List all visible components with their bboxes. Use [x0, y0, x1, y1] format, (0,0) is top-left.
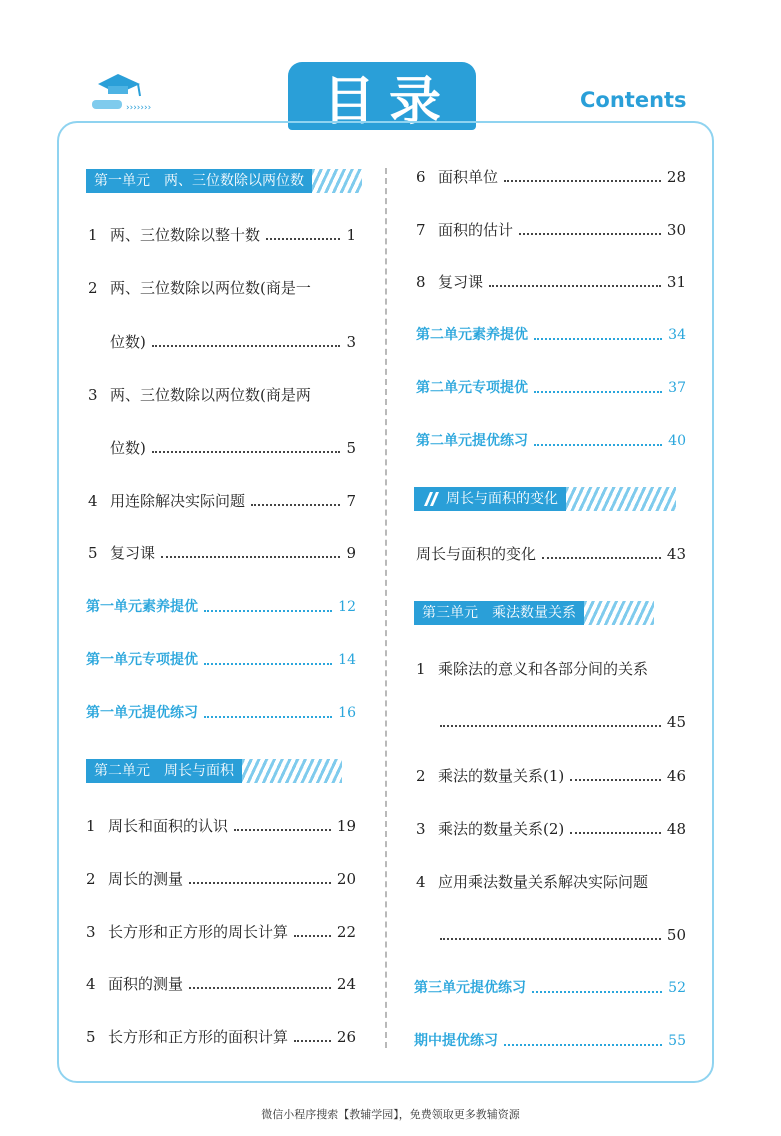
item-title: 应用乘法数量关系解决实际问题	[438, 873, 649, 891]
toc-item[interactable]	[416, 221, 686, 239]
title-badge	[288, 62, 476, 130]
item-number: 7	[416, 221, 426, 239]
toc-item[interactable]	[88, 544, 356, 562]
leader-dots	[440, 725, 661, 727]
leader-dots	[152, 345, 341, 347]
item-title: 位数)	[110, 333, 146, 351]
item-title: 第二单元提优练习	[416, 433, 528, 449]
item-number: 5	[86, 1028, 96, 1046]
unit1-banner	[86, 169, 362, 193]
toc-item[interactable]	[416, 273, 686, 291]
toc-item[interactable]	[416, 820, 686, 838]
item-number: 8	[416, 273, 426, 291]
topic-stripes-icon	[422, 491, 440, 507]
leader-dots	[534, 391, 662, 393]
item-page: 26	[336, 1028, 356, 1046]
item-title: 周长与面积的变化	[416, 545, 537, 563]
item-page: 45	[666, 713, 686, 731]
toc-item[interactable]	[416, 168, 686, 186]
leader-dots	[251, 504, 340, 506]
item-page: 52	[668, 980, 686, 996]
toc-extra-item[interactable]	[86, 598, 356, 616]
toc-item[interactable]	[88, 333, 356, 351]
leader-dots	[161, 556, 340, 558]
toc-item[interactable]	[416, 873, 686, 891]
banner-hatch	[242, 759, 342, 783]
item-page: 12	[338, 599, 356, 615]
item-number: 6	[416, 168, 426, 186]
leader-dots	[204, 610, 332, 612]
item-title: 周长的测量	[108, 870, 184, 888]
page-title: 目录	[322, 71, 455, 132]
item-title: 用连除解决实际问题	[110, 492, 246, 510]
banner-hatch	[566, 487, 676, 511]
toc-item[interactable]	[86, 870, 356, 888]
toc-extra-item[interactable]	[414, 979, 686, 997]
leader-dots	[504, 180, 661, 182]
leader-dots	[534, 338, 662, 340]
toc-item[interactable]	[88, 386, 356, 404]
item-title: 面积的测量	[108, 975, 184, 993]
item-title: 第一单元提优练习	[86, 705, 198, 721]
leader-dots	[489, 285, 661, 287]
item-page: 40	[668, 433, 686, 449]
item-title: 两、三位数除以两位数(商是两	[110, 386, 311, 404]
toc-extra-item[interactable]	[86, 651, 356, 669]
item-number: 2	[416, 767, 426, 785]
item-title: 乘除法的意义和各部分间的关系	[438, 660, 649, 678]
item-page: 7	[346, 492, 356, 510]
item-page: 31	[666, 273, 686, 291]
unit3-banner	[414, 601, 654, 625]
item-title: 期中提优练习	[414, 1033, 498, 1049]
toc-extra-item[interactable]	[416, 432, 686, 450]
graduation-cap-icon	[88, 70, 168, 120]
item-title: 复习课	[438, 273, 484, 291]
item-title: 周长和面积的认识	[108, 817, 229, 835]
item-page: 14	[338, 652, 356, 668]
toc-extra-item[interactable]	[86, 704, 356, 722]
item-page: 37	[668, 380, 686, 396]
item-title: 第二单元专项提优	[416, 380, 528, 396]
item-page: 9	[346, 544, 356, 562]
item-number: 1	[88, 226, 98, 244]
unit1-banner-label: 第一单元 两、三位数除以两位数	[86, 169, 312, 193]
leader-dots	[570, 779, 661, 781]
toc-item[interactable]	[86, 923, 356, 941]
item-number: 3	[416, 820, 426, 838]
svg-text:›››››››: ›››››››	[126, 103, 152, 113]
item-page: 55	[668, 1033, 686, 1049]
item-page: 24	[336, 975, 356, 993]
item-page: 46	[666, 767, 686, 785]
leader-dots	[294, 935, 331, 937]
item-page: 30	[666, 221, 686, 239]
item-page: 22	[336, 923, 356, 941]
toc-extra-item[interactable]	[416, 379, 686, 397]
item-page: 50	[666, 926, 686, 944]
unit2-banner-label: 第二单元 周长与面积	[86, 759, 242, 783]
item-title: 面积单位	[438, 168, 499, 186]
item-title: 乘法的数量关系(1)	[438, 767, 565, 785]
item-title: 长方形和正方形的面积计算	[108, 1028, 289, 1046]
item-title: 第一单元素养提优	[86, 599, 198, 615]
item-title: 第一单元专项提优	[86, 652, 198, 668]
item-title: 乘法的数量关系(2)	[438, 820, 565, 838]
toc-item[interactable]	[416, 767, 686, 785]
item-number: 1	[416, 660, 426, 678]
item-title: 第二单元素养提优	[416, 327, 528, 343]
toc-item[interactable]	[416, 660, 686, 678]
item-page: 43	[666, 545, 686, 563]
item-page: 5	[346, 439, 356, 457]
leader-dots	[189, 882, 331, 884]
leader-dots	[204, 663, 332, 665]
leader-dots	[204, 716, 332, 718]
item-number: 3	[86, 923, 96, 941]
topic-banner-box	[414, 487, 566, 511]
leader-dots	[542, 557, 661, 559]
item-page: 48	[666, 820, 686, 838]
item-number: 5	[88, 544, 98, 562]
item-number: 4	[416, 873, 426, 891]
leader-dots	[294, 1040, 331, 1042]
toc-item[interactable]	[416, 545, 686, 563]
item-number: 2	[86, 870, 96, 888]
item-title: 两、三位数除以整十数	[110, 226, 261, 244]
item-title: 复习课	[110, 544, 156, 562]
topic-banner	[414, 487, 676, 511]
leader-dots	[534, 444, 662, 446]
item-title: 长方形和正方形的周长计算	[108, 923, 289, 941]
item-page: 34	[668, 327, 686, 343]
contents-label: Contents	[580, 88, 687, 112]
item-title: 第三单元提优练习	[414, 980, 526, 996]
item-title: 位数)	[110, 439, 146, 457]
unit2-banner	[86, 759, 342, 783]
item-number: 3	[88, 386, 98, 404]
leader-dots	[570, 832, 661, 834]
toc-item[interactable]	[88, 492, 356, 510]
toc-item[interactable]	[88, 226, 356, 244]
item-number: 4	[86, 975, 96, 993]
footer-note: 微信小程序搜索【教辅学园】，免费领取更多教辅资源	[261, 1108, 520, 1121]
item-page: 20	[336, 870, 356, 888]
leader-dots	[519, 233, 661, 235]
leader-dots	[440, 938, 661, 940]
item-page: 16	[338, 705, 356, 721]
leader-dots	[152, 451, 341, 453]
item-number: 1	[86, 817, 96, 835]
toc-item[interactable]	[88, 279, 356, 297]
item-title: 面积的估计	[438, 221, 514, 239]
item-number: 2	[88, 279, 98, 297]
topic-banner-label: 周长与面积的变化	[446, 491, 558, 507]
toc-extra-item[interactable]	[416, 326, 686, 344]
item-page: 1	[346, 226, 356, 244]
item-page: 19	[336, 817, 356, 835]
toc-item[interactable]	[86, 975, 356, 993]
leader-dots	[532, 991, 662, 993]
toc-item[interactable]	[88, 439, 356, 457]
item-title: 两、三位数除以两位数(商是一	[110, 279, 311, 297]
column-divider	[385, 168, 387, 1048]
toc-extra-item[interactable]	[414, 1032, 686, 1050]
item-page: 3	[346, 333, 356, 351]
toc-item[interactable]	[440, 926, 686, 944]
leader-dots	[266, 238, 340, 240]
leader-dots	[234, 829, 331, 831]
item-number: 4	[88, 492, 98, 510]
item-page: 28	[666, 168, 686, 186]
leader-dots	[189, 987, 331, 989]
toc-item[interactable]	[86, 1028, 356, 1046]
toc-item[interactable]	[86, 817, 356, 835]
toc-item[interactable]	[440, 713, 686, 731]
banner-hatch	[312, 169, 362, 193]
leader-dots	[504, 1044, 662, 1046]
unit3-banner-label: 第三单元 乘法数量关系	[414, 601, 584, 625]
banner-hatch	[584, 601, 654, 625]
